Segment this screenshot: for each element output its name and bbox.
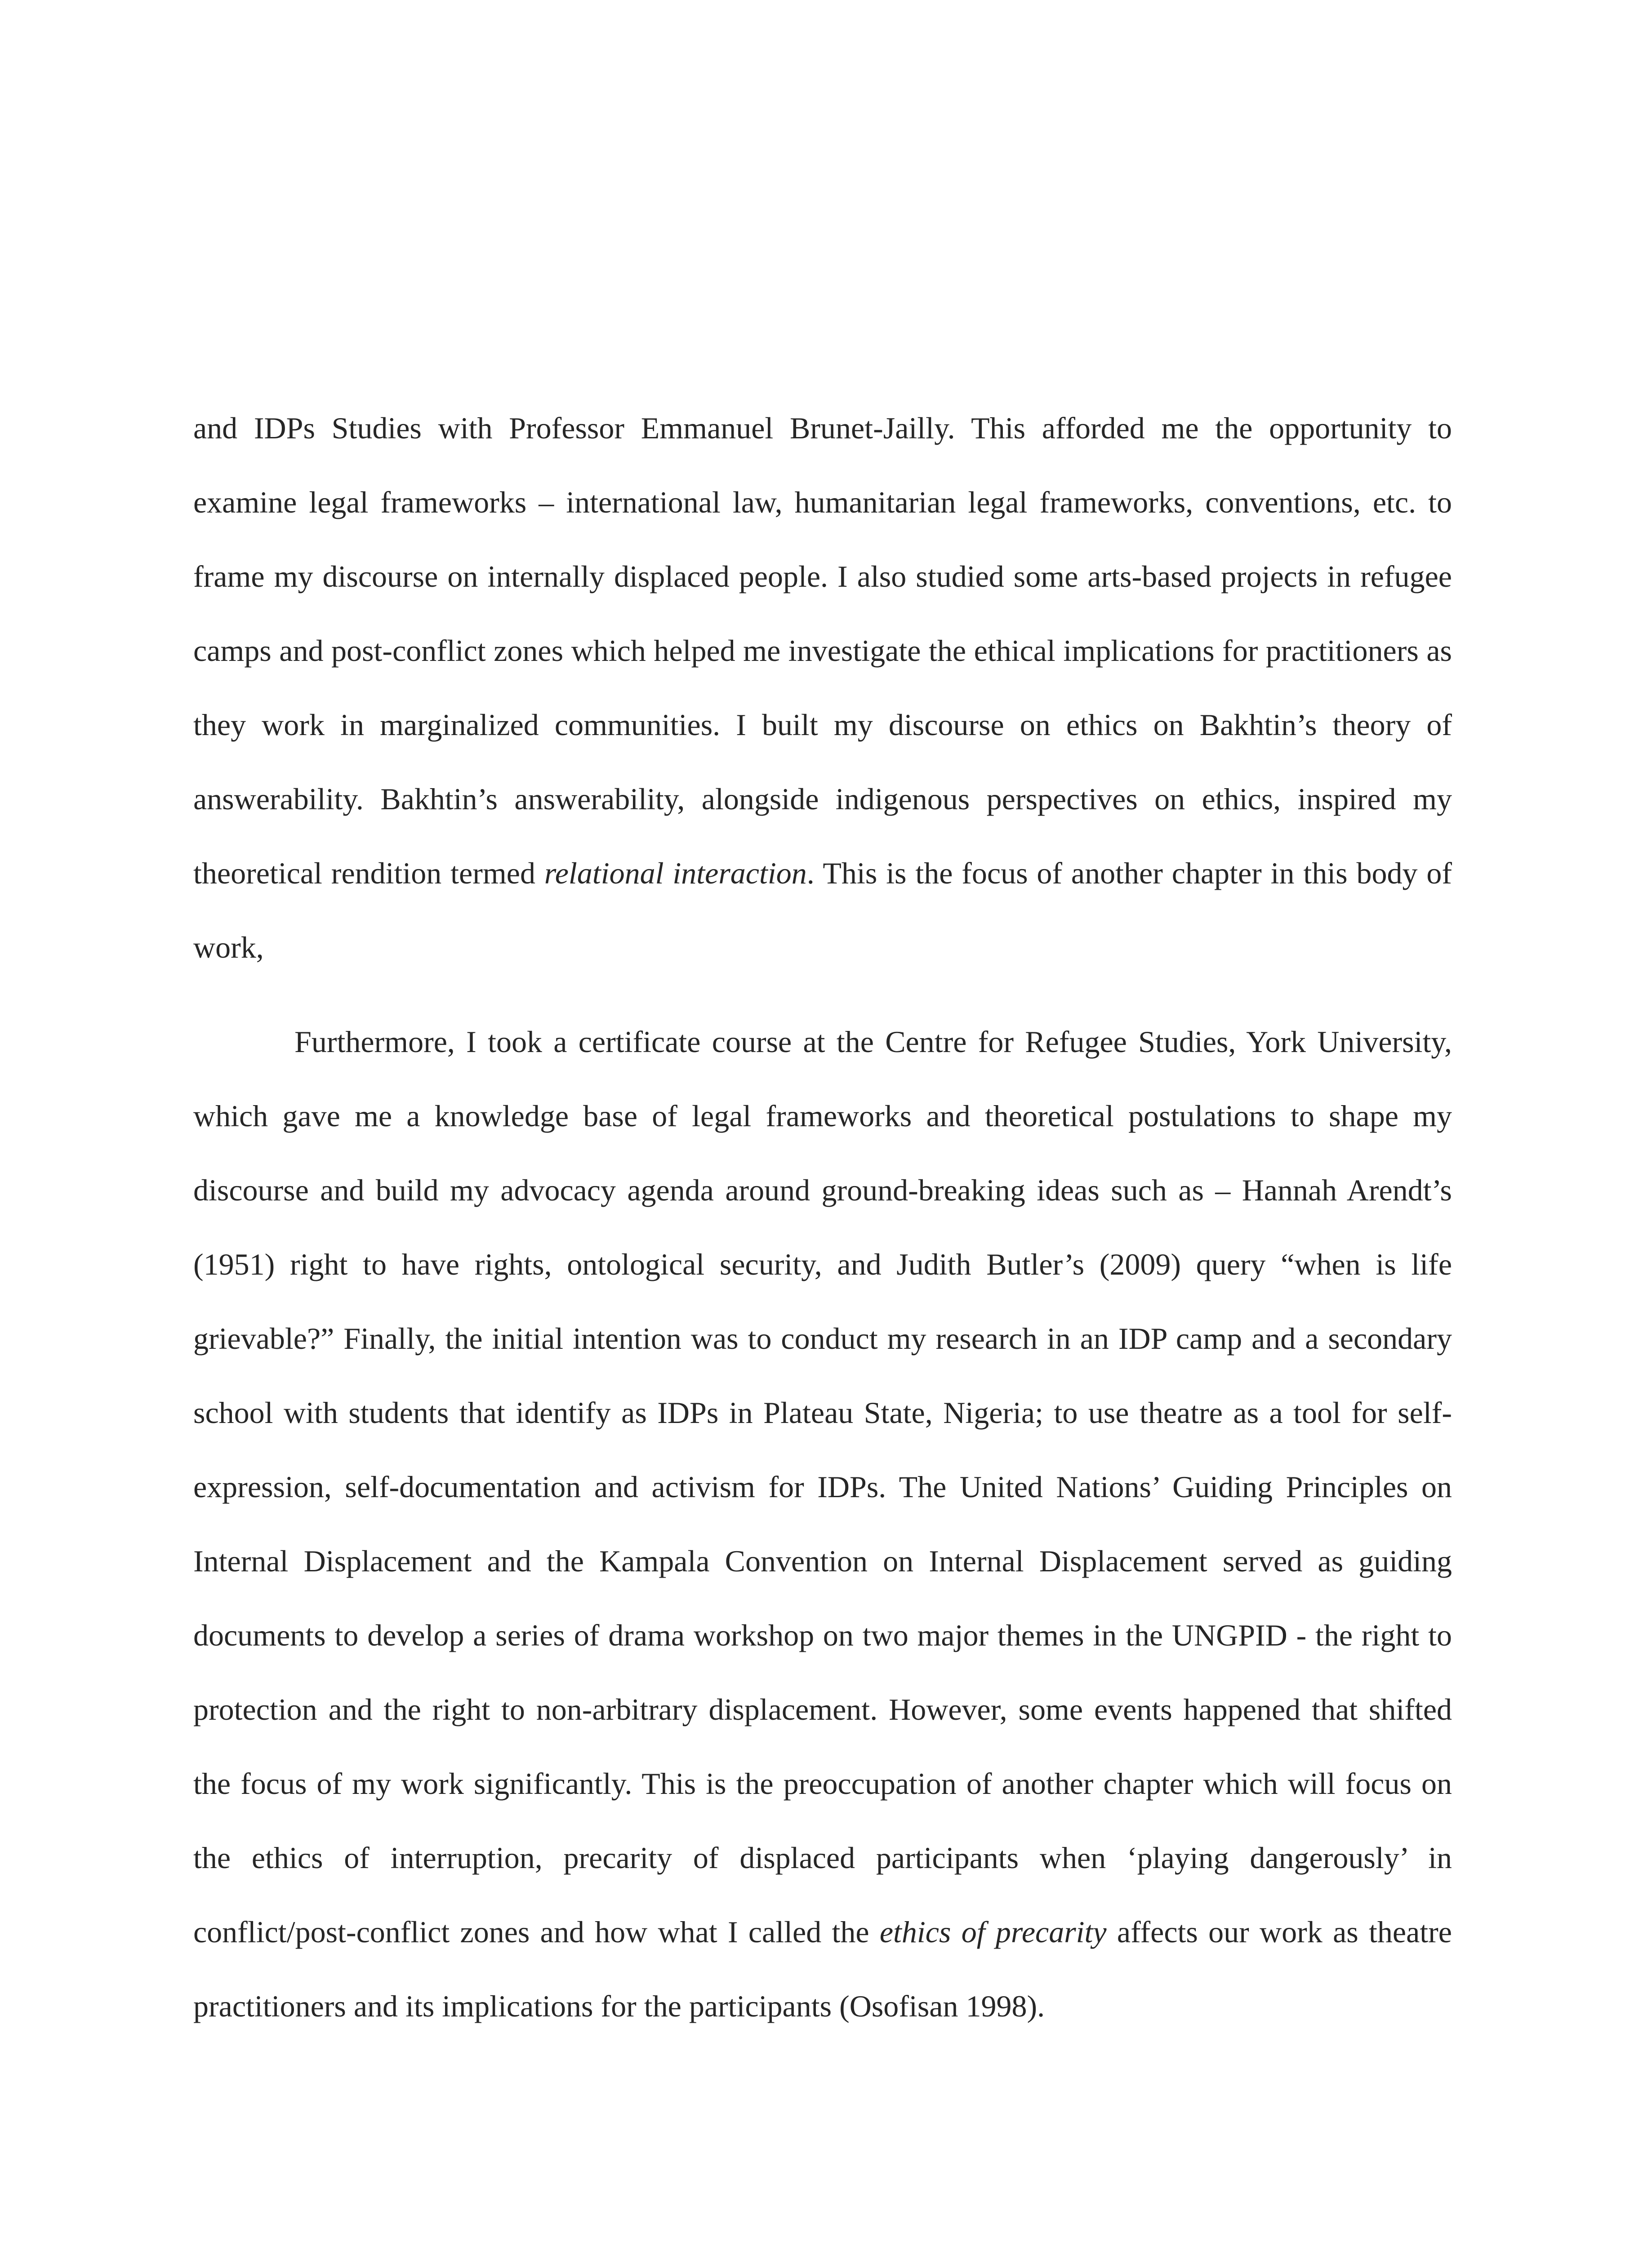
italic-term: relational interaction xyxy=(544,856,807,890)
paragraph-text: affects our work as theatre practitioners and its implications for the participants (Osofisan 1998). xyxy=(193,1915,1452,2023)
body-paragraph xyxy=(193,391,1452,985)
paragraph-text: Furthermore, I took a certificate course at the Centre for Refugee Studies, York University, which gave me a knowledge base of legal frameworks and theoretical postulations to shape my discourse and build my advocacy agenda around ground-breaking ideas such as – Hannah Arendt’s (1951) right to have rights, ontological security, and Judith Butler’s (2009) query “when is life grievable?” Finally, the initial intention was to conduct my research in an IDP camp and a secondary school with students that identify as IDPs in Plateau State, Nigeria; to use theatre as a tool for self-expression, self-documentation and activism for IDPs. The United Nations’ Guiding Principles on Internal Displacement and the Kampala Convention on Internal Displacement served as guiding documents to develop a series of drama workshop on two major themes in the UNGPID - the right to protection and the right to non-arbitrary displacement. However, some events happened that shifted the focus of my work significantly. This is the preoccupation of another chapter which will focus on the ethics of interruption, precarity of displaced participants when ‘playing dangerously’ in conflict/post-conflict zones and how what I called the xyxy=(193,1025,1452,1949)
paragraph-text: . This is the focus of another chapter in this body of work, xyxy=(193,856,1452,964)
paragraph-2-block xyxy=(193,1005,1452,2043)
paragraph-1-block xyxy=(193,391,1452,985)
italic-term: ethics of precarity xyxy=(879,1915,1107,1949)
paragraph-text: and IDPs Studies with Professor Emmanuel Brunet-Jailly. This afforded me the opportunity to examine legal frameworks – international law, humanitarian legal frameworks, conventions, etc. to frame my discourse on internally displaced people. I also studied some arts-based projects in refugee camps and post-conflict zones which helped me investigate the ethical implications for practitioners as they work in marginalized communities. I built my discourse on ethics on Bakhtin’s theory of answerability. Bakhtin’s answerability, alongside indigenous perspectives on ethics, inspired my theoretical rendition termed xyxy=(193,411,1452,890)
body-paragraph xyxy=(193,1005,1452,2043)
